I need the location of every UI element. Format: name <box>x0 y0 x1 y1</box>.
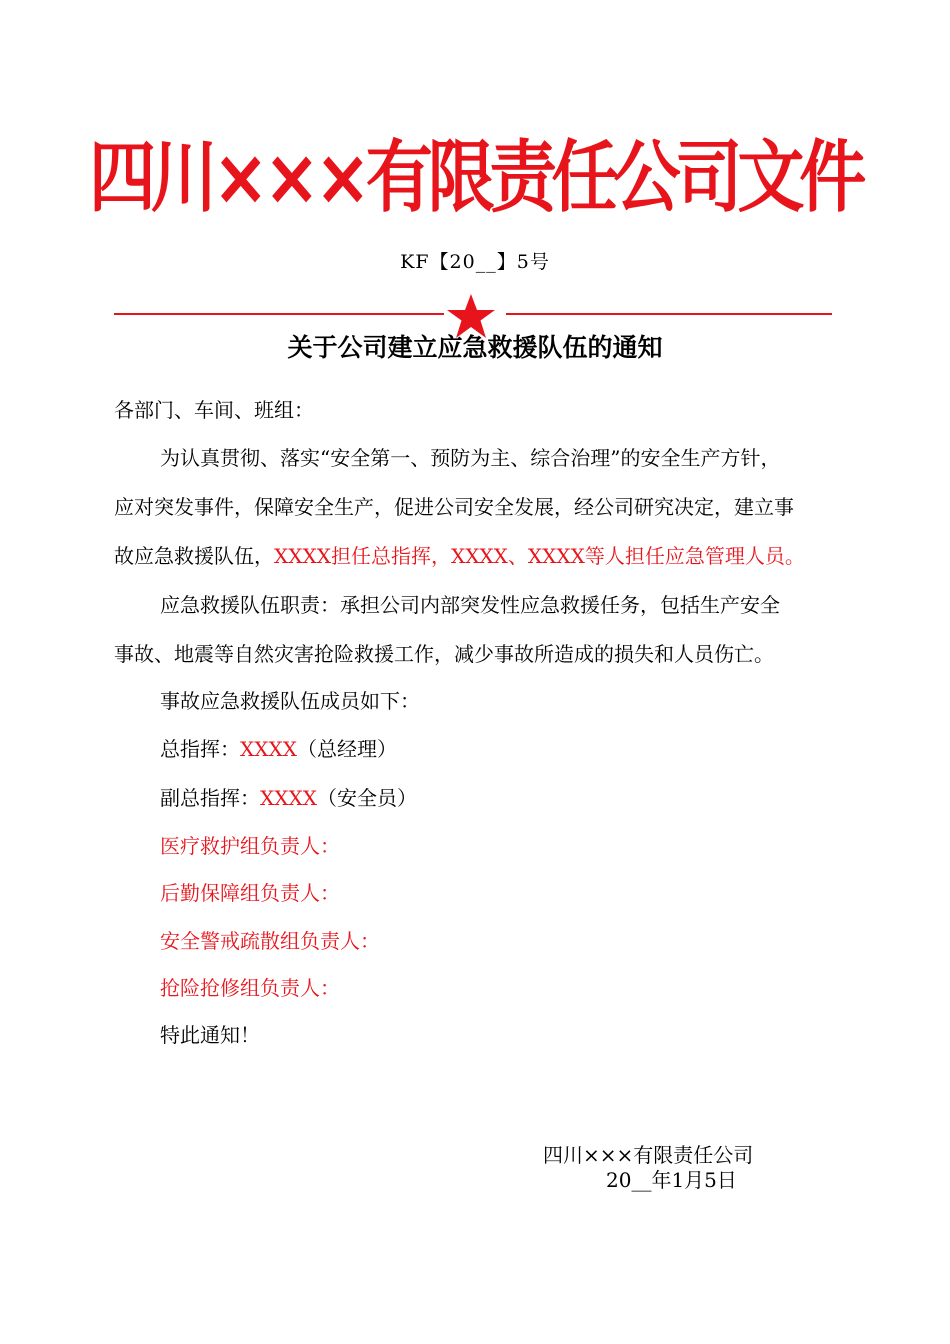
appointment-text: XXXX担任总指挥，XXXX、XXXX等人担任应急管理人员。 <box>274 544 805 568</box>
paragraph-2-line-2: 事故、地震等自然灾害抢险救援工作，减少事故所造成的损失和人员伤亡。 <box>114 642 774 666</box>
repair-team-leader: 抢险抢修组负责人： <box>160 976 340 1000</box>
paragraph-1-line-3 <box>114 543 805 569</box>
red-divider-right <box>506 313 832 315</box>
red-divider-left <box>114 313 444 315</box>
commander-role: （总经理） <box>296 737 397 761</box>
deputy-label: 副总指挥： <box>160 786 260 810</box>
commander-line <box>160 736 397 762</box>
deputy-role: （安全员） <box>316 786 417 810</box>
paragraph-1-line-3-start: 故应急救援队伍， <box>114 544 274 568</box>
signature-company: 四川×××有限责任公司 <box>543 1143 754 1167</box>
paragraph-1-line-1: 为认真贯彻、落实“安全第一、预防为主、综合治理”的安全生产方针， <box>160 446 781 470</box>
deputy-commander-line <box>160 785 417 811</box>
security-team-leader: 安全警戒疏散组负责人： <box>160 929 380 953</box>
medical-team-leader: 医疗救护组负责人： <box>160 834 340 858</box>
notice-title: 关于公司建立应急救援队伍的通知 <box>287 333 663 362</box>
document-number: KF【20__】5号 <box>400 251 550 273</box>
closing-remark: 特此通知！ <box>160 1023 260 1047</box>
members-intro: 事故应急救援队伍成员如下： <box>160 689 420 713</box>
document-header-title: 四川×××有限责任公司文件 <box>88 133 862 223</box>
commander-label: 总指挥： <box>160 737 240 761</box>
deputy-name: XXXX <box>260 786 317 810</box>
logistics-team-leader: 后勤保障组负责人： <box>160 881 340 905</box>
signature-date: 20__年1月5日 <box>606 1168 737 1192</box>
salutation: 各部门、车间、班组： <box>114 398 314 422</box>
paragraph-1-line-2: 应对突发事件，保障安全生产，促进公司安全发展，经公司研究决定，建立事 <box>114 495 794 519</box>
paragraph-2-line-1: 应急救援队伍职责：承担公司内部突发性应急救援任务，包括生产安全 <box>160 593 780 617</box>
commander-name: XXXX <box>240 737 297 761</box>
